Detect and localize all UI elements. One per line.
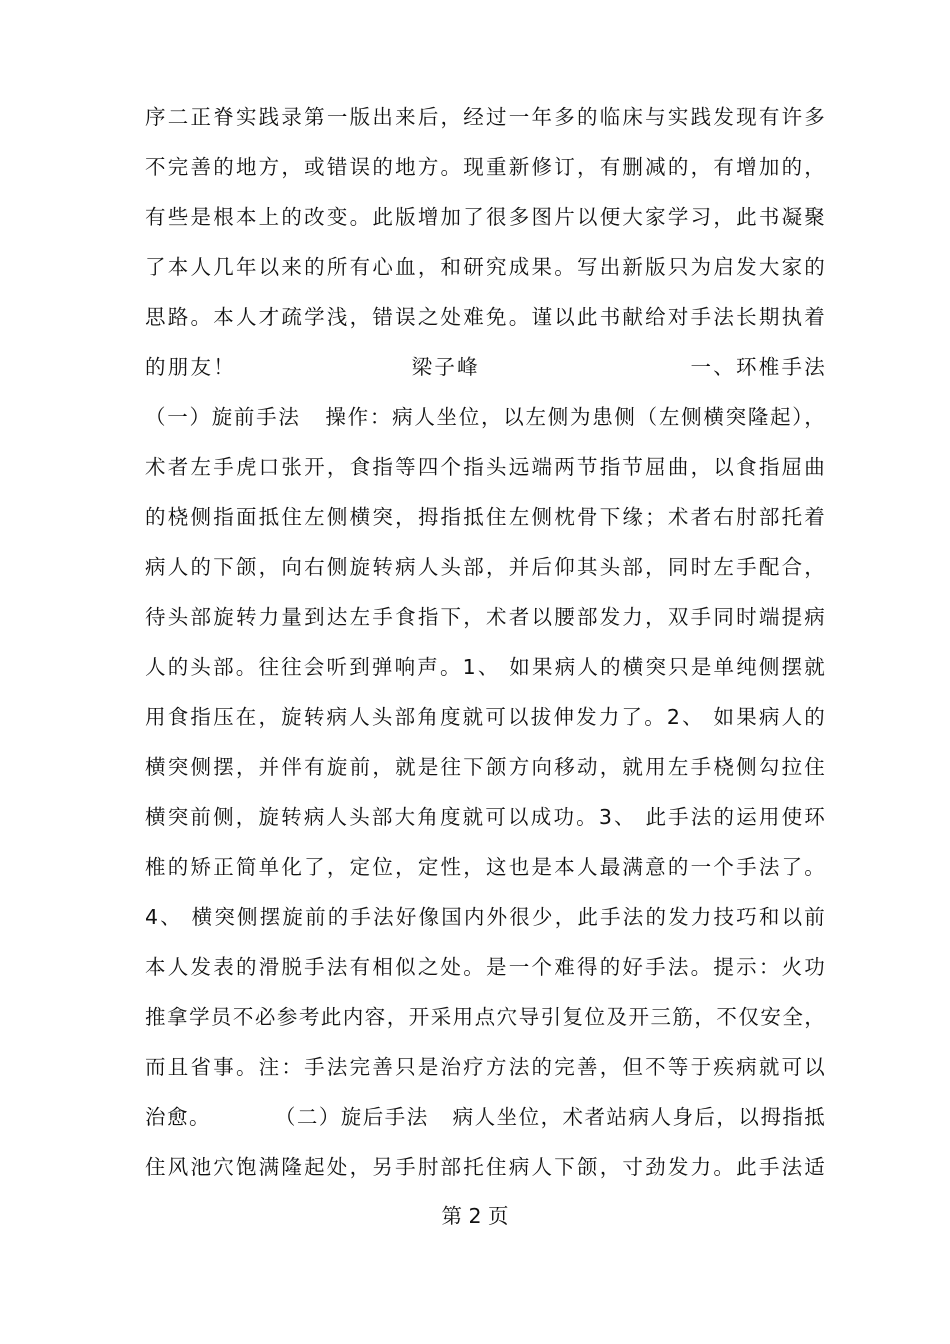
text-line: 推拿学员不必参考此内容，开采用点穴导引复位及开三筋，不仅安全， xyxy=(145,1005,825,1029)
text-line: 住风池穴饱满隆起处，另手肘部托住病人下颌，寸劲发力。此手法适 xyxy=(145,1155,825,1179)
text-line: 横突侧摆，并伴有旋前，就是往下颌方向移动，就用左手桡侧勾拉住 xyxy=(145,755,825,779)
text-line: 4、 横突侧摆旋前的手法好像国内外很少，此手法的发力技巧和以前 xyxy=(145,905,825,929)
text-line: 的桡侧指面抵住左侧横突，拇指抵住左侧枕骨下缘；术者右肘部托着 xyxy=(145,505,825,529)
text-line: 用食指压在，旋转病人头部角度就可以拔伸发力了。2、 如果病人的 xyxy=(145,705,825,729)
text-line: 序二正脊实践录第一版出来后，经过一年多的临床与实践发现有许多 xyxy=(145,105,825,129)
text-line: 而且省事。注：手法完善只是治疗方法的完善，但不等于疾病就可以 xyxy=(145,1055,825,1079)
text-line: 治愈。 （二）旋后手法 病人坐位，术者站病人身后，以拇指抵 xyxy=(145,1105,825,1129)
text-line: 术者左手虎口张开，食指等四个指头远端两节指节屈曲，以食指屈曲 xyxy=(145,455,825,479)
text-line: （一）旋前手法 操作：病人坐位，以左侧为患侧（左侧横突隆起）， xyxy=(145,405,825,429)
text-line: 了本人几年以来的所有心血，和研究成果。写出新版只为启发大家的 xyxy=(145,255,825,279)
page-number: 第 2 页 xyxy=(441,1204,509,1228)
text-line: 不完善的地方，或错误的地方。现重新修订，有删减的，有增加的， xyxy=(145,155,825,179)
text-line: 椎的矫正简单化了，定位，定性，这也是本人最满意的一个手法了。 xyxy=(145,855,825,879)
text-line: 有些是根本上的改变。此版增加了很多图片以便大家学习，此书凝聚 xyxy=(145,205,825,229)
text-line: 待头部旋转力量到达左手食指下，术者以腰部发力，双手同时端提病 xyxy=(145,605,825,629)
body-text xyxy=(145,92,825,1192)
text-line: 思路。本人才疏学浅，错误之处难免。谨以此书献给对手法长期执着 xyxy=(145,305,825,329)
text-line: 人的头部。往往会听到弹响声。1、 如果病人的横突只是单纯侧摆就 xyxy=(145,655,825,679)
text-line: 的朋友！ 梁子峰 一、环椎手法 xyxy=(145,355,825,379)
text-line: 横突前侧，旋转病人头部大角度就可以成功。3、 此手法的运用使环 xyxy=(145,805,825,829)
text-line: 病人的下颌，向右侧旋转病人头部，并后仰其头部，同时左手配合， xyxy=(145,555,825,579)
text-line: 本人发表的滑脱手法有相似之处。是一个难得的好手法。提示：火功 xyxy=(145,955,825,979)
